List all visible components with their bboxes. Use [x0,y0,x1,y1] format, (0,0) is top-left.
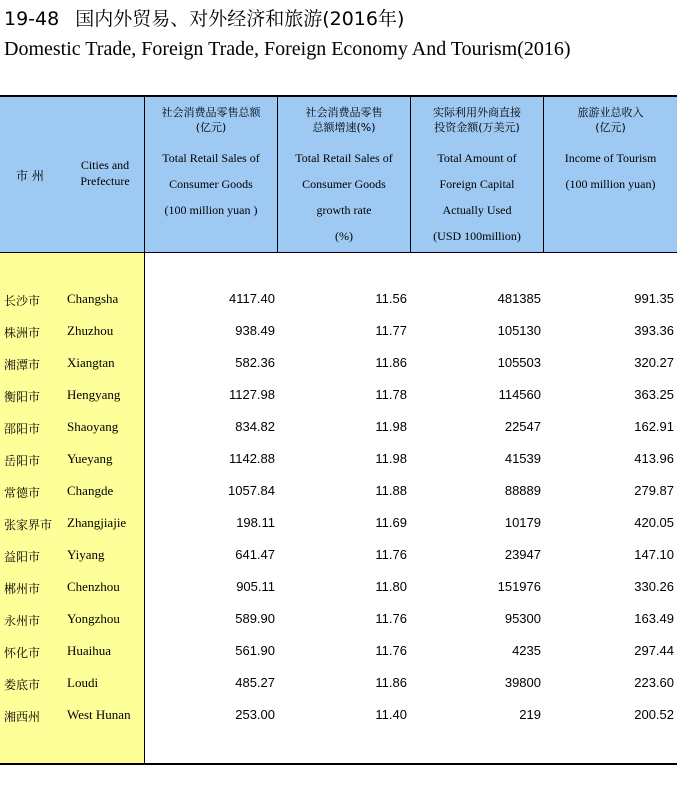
header-fdi-cn2: 投资金额(万美元) [434,121,520,134]
header-retail-sales [145,105,277,223]
growth-rate-value: 11.88 [375,483,407,498]
city-name-en: Xiangtan [67,355,115,370]
city-name-en: Hengyang [67,387,121,402]
header-retail-en2: Consumer Goods [169,177,253,191]
header-tourism-en2: (100 million yuan) [565,177,656,191]
header-growth-en2: Consumer Goods [302,177,386,191]
tourism-income-value: 147.10 [634,547,674,562]
header-retail-en [145,145,277,223]
growth-rate-value: 11.40 [375,707,407,722]
header-foreign-capital [411,105,543,249]
foreign-capital-value: 105130 [497,323,541,338]
tourism-income-value: 393.36 [634,323,674,338]
header-fdi-en1: Total Amount of [437,151,517,165]
growth-rate-value: 11.78 [375,387,407,402]
retail-sales-value: 1127.98 [228,387,275,402]
foreign-capital-value: 23947 [504,547,541,562]
header-tourism-cn1: 旅游业总收入 [577,106,644,119]
header-growth-en [278,145,410,249]
tourism-income-value: 420.05 [634,515,674,530]
table-row [0,476,677,508]
city-name-cn: 长沙市 [4,294,41,308]
retail-sales-value: 253.00 [235,707,275,722]
growth-rate-value: 11.69 [375,515,407,530]
header-growth-cn1: 社会消费品零售 [305,106,383,119]
retail-sales-value: 198.11 [236,515,275,530]
city-name-en: Zhangjiajie [67,515,127,530]
table-row [0,316,677,348]
table-header [0,97,677,252]
foreign-capital-value: 22547 [504,419,541,434]
header-city-cn: 市 州 [16,169,44,183]
city-name-cn: 娄底市 [4,678,41,692]
retail-sales-value: 905.11 [236,579,275,594]
city-name-cn: 怀化市 [4,646,41,660]
tourism-income-value: 223.60 [634,675,674,690]
retail-sales-value: 4117.40 [228,291,275,306]
table-row [0,380,677,412]
header-growth-en4: (%) [335,229,353,243]
tourism-income-value: 162.91 [634,419,674,434]
header-city-en [72,157,138,189]
header-tourism-en1: Income of Tourism [564,151,657,165]
table-row [0,572,677,604]
table-title-cn: 国内外贸易、对外经济和旅游(2016年) [75,8,405,30]
foreign-capital-value: 95300 [504,611,541,626]
foreign-capital-value: 88889 [504,483,541,498]
foreign-capital-value: 219 [519,707,541,722]
retail-sales-value: 938.49 [235,323,275,338]
table-row [0,540,677,572]
table-row [0,668,677,700]
growth-rate-value: 11.77 [375,323,407,338]
table-row [0,412,677,444]
retail-sales-value: 1142.88 [228,451,275,466]
foreign-capital-value: 10179 [504,515,541,530]
growth-rate-value: 11.80 [375,579,407,594]
city-name-cn: 湘西州 [4,710,41,724]
city-name-en: Changde [67,483,114,498]
table-row [0,636,677,668]
table-row [0,508,677,540]
foreign-capital-value: 114560 [498,387,541,402]
header-tourism-income [544,105,677,197]
header-growth-rate [278,105,410,249]
retail-sales-value: 561.90 [235,643,275,658]
city-name-en: Chenzhou [67,579,120,594]
page-title-cn [4,4,404,34]
tourism-income-value: 413.96 [634,451,674,466]
tourism-income-value: 991.35 [634,291,674,306]
header-growth-en1: Total Retail Sales of [295,151,393,165]
foreign-capital-value: 481385 [497,291,541,306]
header-divider [543,97,544,252]
tourism-income-value: 320.27 [634,355,674,370]
retail-sales-value: 1057.84 [228,483,275,498]
table-row [0,444,677,476]
retail-sales-value: 641.47 [235,547,275,562]
foreign-capital-value: 39800 [504,675,541,690]
table-row [0,348,677,380]
city-name-cn: 邵阳市 [4,422,41,436]
header-divider [410,97,411,252]
city-name-cn: 衡阳市 [4,390,41,404]
growth-rate-value: 11.98 [375,419,407,434]
tourism-income-value: 163.49 [634,611,674,626]
foreign-capital-value: 4235 [512,643,541,658]
foreign-capital-value: 151976 [497,579,541,594]
table-row [0,604,677,636]
city-name-cn: 湘潭市 [4,358,41,372]
retail-sales-value: 582.36 [235,355,275,370]
header-tourism-en [544,145,677,197]
city-name-en: West Hunan [67,707,131,722]
page-title-en: Domestic Trade, Foreign Trade, Foreign Economy And Tourism(2016) [4,38,571,60]
city-name-cn: 岳阳市 [4,454,41,468]
table-code: 19-48 [4,8,60,30]
foreign-capital-value: 41539 [504,451,541,466]
header-growth-cn2: 总额增速(%) [312,121,376,134]
tourism-income-value: 330.26 [634,579,674,594]
growth-rate-value: 11.56 [375,291,407,306]
city-name-cn: 益阳市 [4,550,41,564]
header-growth-en3: growth rate [316,203,372,217]
header-retail-en3: (100 million yuan ) [164,203,258,217]
header-retail-cn2: (亿元) [195,121,227,134]
growth-rate-value: 11.98 [375,451,407,466]
city-name-en: Zhuzhou [67,323,114,338]
city-name-en: Yiyang [67,547,105,562]
header-divider [277,97,278,252]
header-fdi-en2: Foreign Capital [439,177,515,191]
growth-rate-value: 11.76 [375,611,407,626]
table-row [0,284,677,316]
tourism-income-value: 363.25 [634,387,674,402]
header-city-en-line2: Prefecture [80,174,130,188]
table-row [0,700,677,732]
header-fdi-en4: (USD 100million) [433,229,521,243]
city-name-cn: 张家界市 [4,518,53,532]
city-name-cn: 株洲市 [4,326,41,340]
foreign-capital-value: 105503 [497,355,541,370]
city-name-cn: 郴州市 [4,582,41,596]
tourism-income-value: 297.44 [634,643,674,658]
header-retail-cn1: 社会消费品零售总额 [161,106,261,119]
tourism-income-value: 279.87 [634,483,674,498]
growth-rate-value: 11.86 [375,355,407,370]
growth-rate-value: 11.76 [375,643,407,658]
tourism-income-value: 200.52 [634,707,674,722]
bottom-rule [0,763,677,765]
header-tourism-cn2: (亿元) [595,121,626,134]
city-name-en: Shaoyang [67,419,119,434]
city-name-en: Huaihua [67,643,112,658]
retail-sales-value: 589.90 [235,611,275,626]
header-city-en-line1: Cities and [80,158,130,172]
retail-sales-value: 834.82 [235,419,275,434]
header-fdi-en [411,145,543,249]
header-retail-en1: Total Retail Sales of [162,151,260,165]
city-name-en: Yueyang [67,451,113,466]
city-name-en: Yongzhou [67,611,120,626]
header-fdi-cn1: 实际利用外商直接 [433,106,521,119]
retail-sales-value: 485.27 [235,675,275,690]
growth-rate-value: 11.86 [375,675,407,690]
city-name-en: Loudi [67,675,99,690]
city-name-en: Changsha [67,291,119,306]
city-name-cn: 常德市 [4,486,41,500]
growth-rate-value: 11.76 [375,547,407,562]
header-fdi-en3: Actually Used [442,203,512,217]
city-name-cn: 永州市 [4,614,41,628]
header-divider [144,97,145,252]
